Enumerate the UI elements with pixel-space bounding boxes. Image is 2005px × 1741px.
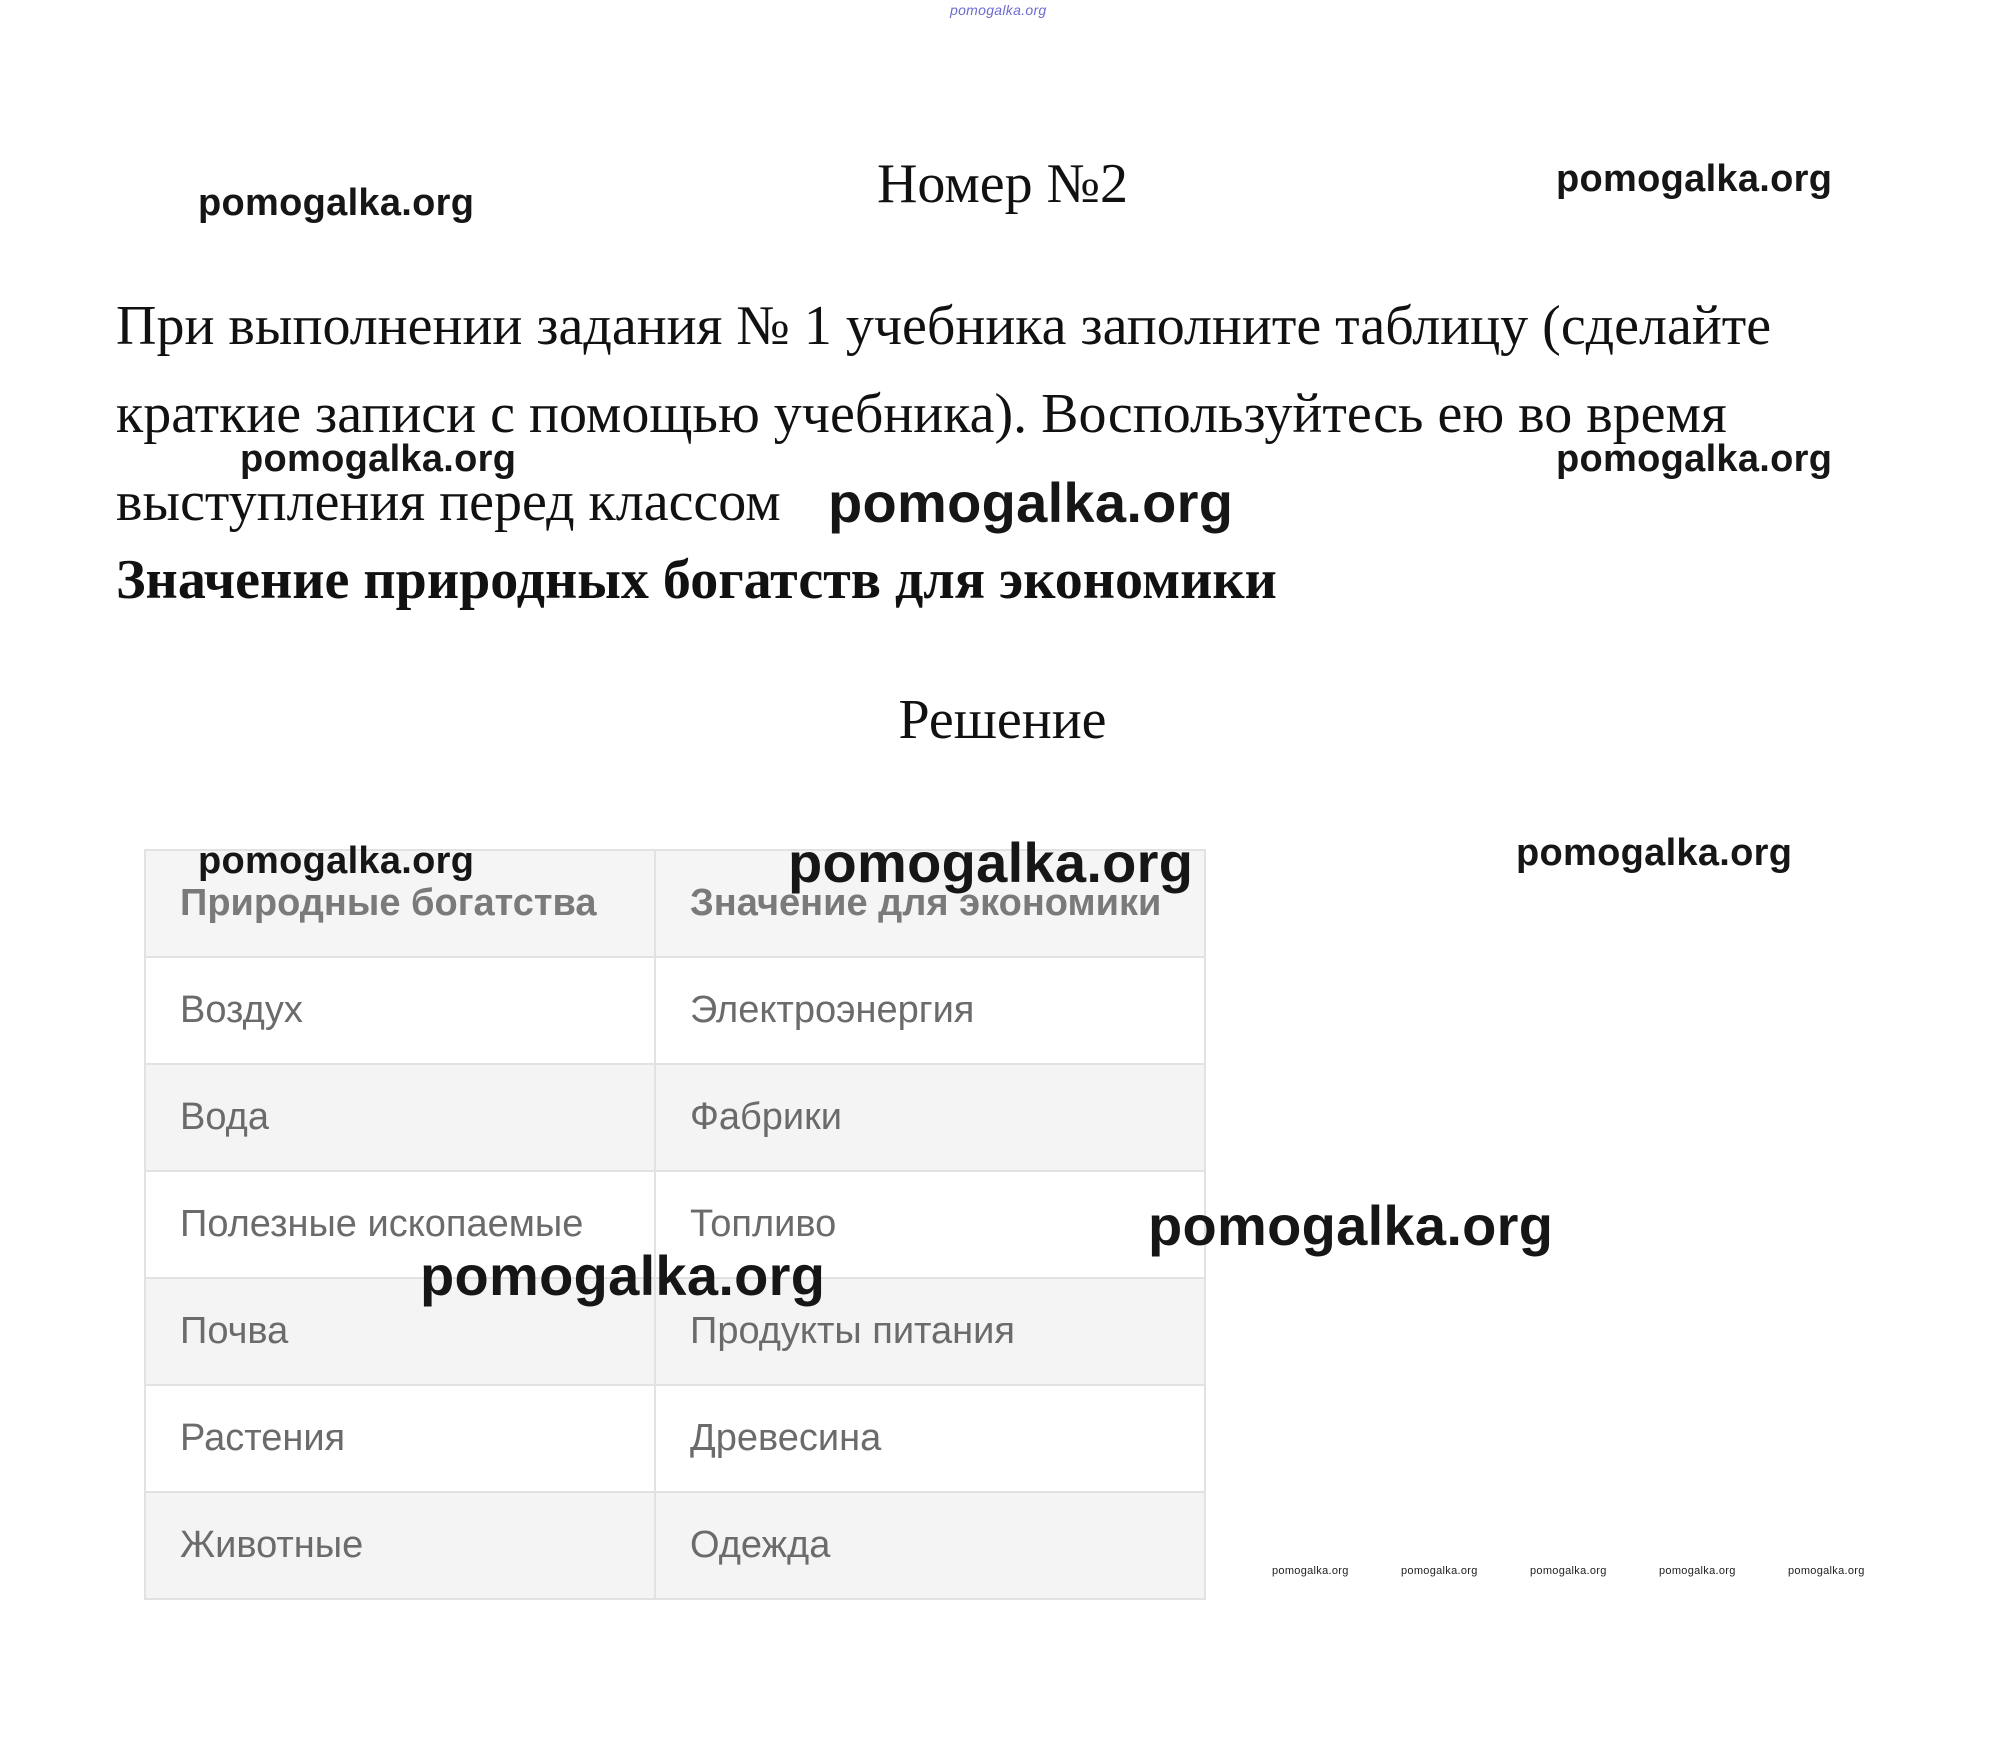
table-cell: Электроэнергия — [655, 957, 1205, 1064]
watermark: pomogalka.org — [1556, 438, 1833, 480]
table-row — [145, 1492, 1205, 1599]
table-cell: Полезные ископаемые — [145, 1171, 655, 1278]
table-cell: Животные — [145, 1492, 655, 1599]
table-cell: Одежда — [655, 1492, 1205, 1599]
table-cell: Почва — [145, 1278, 655, 1385]
watermark: pomogalka.org — [1530, 1565, 1607, 1577]
watermark: pomogalka.org — [1148, 1194, 1554, 1257]
table-cell: Продукты питания — [655, 1278, 1205, 1385]
watermark: pomogalka.org — [1272, 1565, 1349, 1577]
table-cell: Древесина — [655, 1385, 1205, 1492]
watermark: pomogalka.org — [1659, 1565, 1736, 1577]
table-row — [145, 1385, 1205, 1492]
page-title: Номер №2 — [876, 153, 1129, 215]
watermark: pomogalka.org — [420, 1244, 826, 1307]
watermark: pomogalka.org — [198, 840, 475, 882]
table-row — [145, 1064, 1205, 1171]
watermark: pomogalka.org — [198, 182, 475, 224]
watermark: pomogalka.org — [788, 831, 1194, 894]
table-header-cell: Природные богатства — [145, 850, 655, 957]
table-cell: Фабрики — [655, 1064, 1205, 1171]
resources-table-container — [144, 849, 1204, 1600]
table-cell: Воздух — [145, 957, 655, 1064]
solution-heading: Решение — [898, 689, 1107, 751]
table-header-cell: Значение для экономики — [655, 850, 1205, 957]
task-text: При выполнении задания № 1 учебника заполните таблицу (сделайте краткие записи с помощью учебника). Воспользуйтесь ею во время выступления перед классом — [116, 295, 1772, 533]
watermark: pomogalka.org — [828, 471, 1234, 534]
table-row — [145, 957, 1205, 1064]
watermark: pomogalka.org — [1516, 832, 1793, 874]
table-cell: Растения — [145, 1385, 655, 1492]
watermark: pomogalka.org — [1788, 1565, 1865, 1577]
watermark: pomogalka.org — [1401, 1565, 1478, 1577]
table-cell: Топливо — [655, 1171, 1205, 1278]
resources-table — [144, 849, 1206, 1600]
table-cell: Вода — [145, 1064, 655, 1171]
watermark: pomogalka.org — [950, 2, 1047, 18]
watermark: pomogalka.org — [240, 438, 517, 480]
watermark: pomogalka.org — [1556, 158, 1833, 200]
section-subtitle: Значение природных богатств для экономики — [116, 549, 1277, 611]
